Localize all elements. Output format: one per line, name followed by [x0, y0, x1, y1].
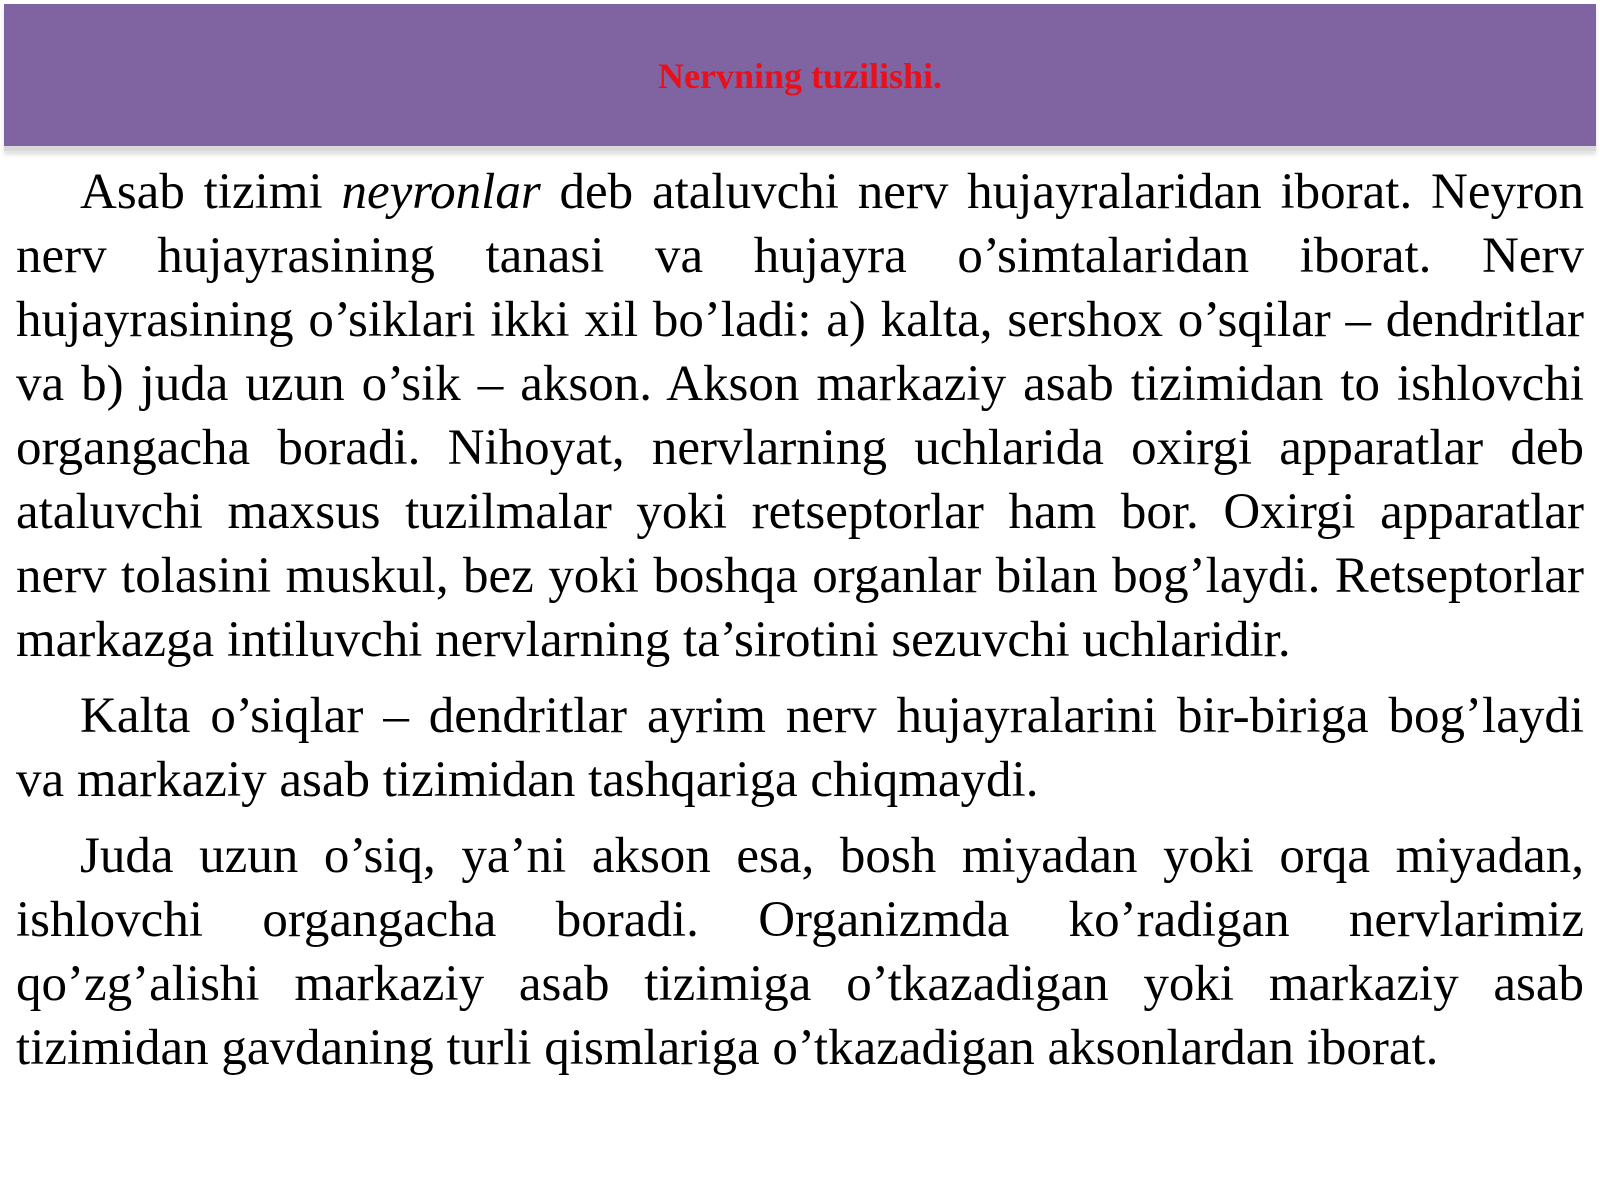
paragraph-1-text: deb ataluvchi nerv hujayralaridan iborat. Neyron nerv hujayrasining tanasi va hujayra o’simtalaridan iborat. Nerv hujayrasining o’siklari ikki xil bo’ladi: a) kalta, sershox o’sqilar – dendritlar va b) juda uzun o’sik – akson. Akson markaziy asab tizimidan to ishlovchi organgacha boradi. Nihoyat, nervlarning uchlarida oxirgi apparatlar deb ataluvchi maxsus tuzilmalar yoki retseptorlar ham bor. Oxirgi apparatlar nerv tolasini muskul, bez yoki boshqa organlar bilan bog’laydi. Retseptorlar markazga intiluvchi nervlarning ta’sirotini sezuvchi uchlaridir. [16, 164, 1584, 668]
paragraph-1-term: neyronlar [341, 164, 541, 220]
paragraph-2: Kalta o’siqlar – dendritlar ayrim nerv hujayralarini bir-biriga bog’laydi va markaziy asab tizimidan tashqariga chiqmaydi. [16, 688, 1584, 808]
slide-body [16, 160, 1584, 1180]
paragraph-1-lead: Asab tizimi [80, 164, 342, 220]
slide-title: Nervning tuzilishi. [657, 56, 943, 96]
paragraph-3: Juda uzun o’siq, ya’ni akson esa, bosh miyadan yoki orqa miyadan, ishlovchi organgacha boradi. Organizmda ko’radigan nervlarimiz qo’zg’alishi markaziy asab tizimiga o’tkazadigan yoki markaziy asab tizimidan gavdaning turli qismlariga o’tkazadigan aksonlardan iborat. [16, 828, 1584, 1076]
paragraph-1 [16, 160, 1584, 672]
